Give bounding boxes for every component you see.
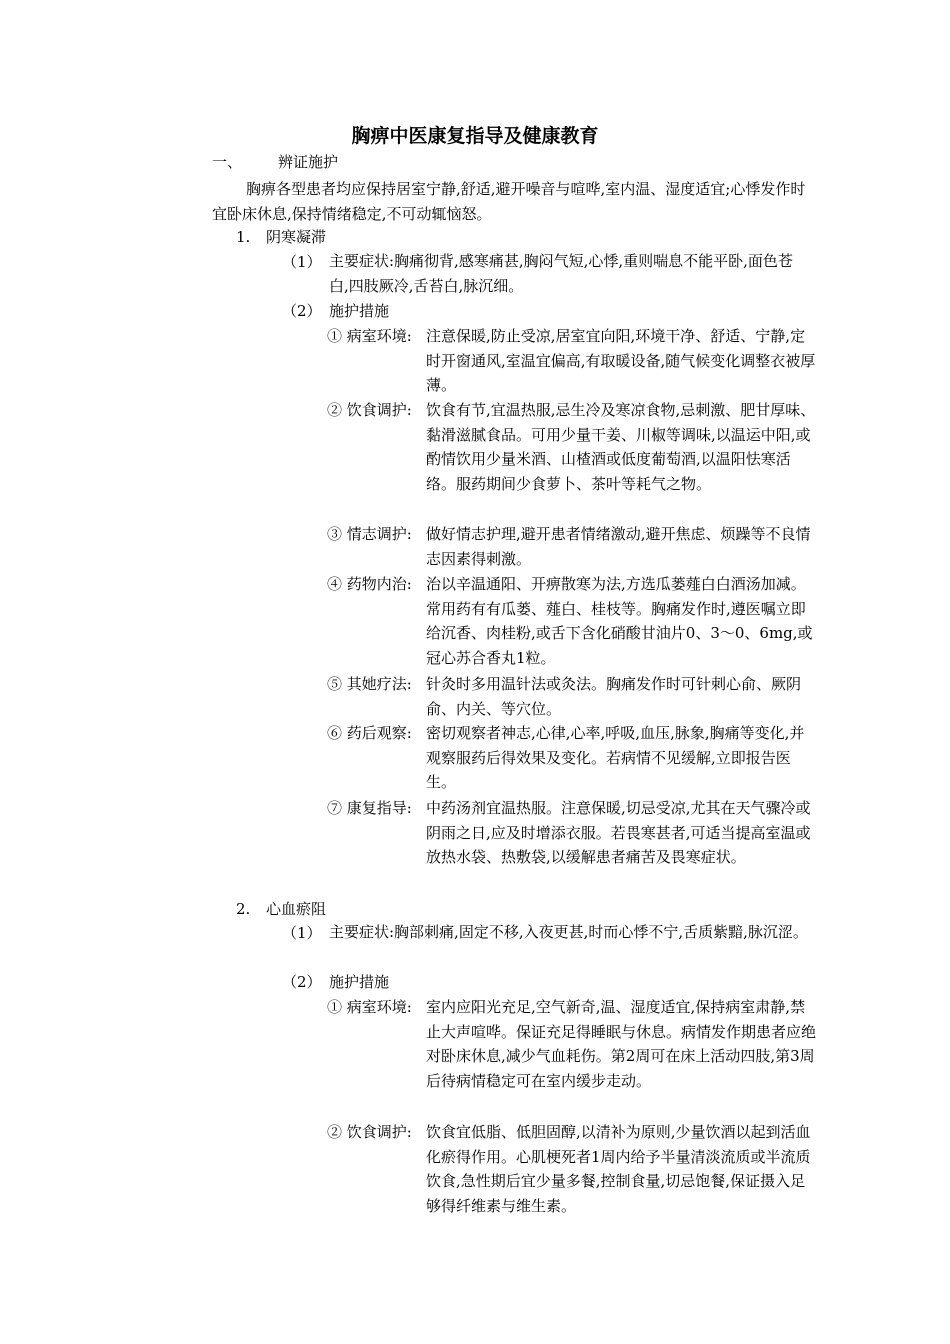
item-text: 针灸时多用温针法或灸法。胸痛发作时可针刺心俞、厥阴俞、内关、等穴位。	[426, 675, 802, 718]
section-title: 辨证施护	[278, 153, 339, 171]
item-label: ⑥ 药后观察:	[327, 724, 412, 742]
symptoms-number: （1）	[282, 924, 322, 942]
item-label: ③ 情志调护:	[327, 525, 412, 543]
document-title: 胸痹中医康复指导及健康教育	[351, 125, 599, 147]
item-text: 中药汤剂宜温热服。注意保暖,切忌受凉,尤其在天气骤冷或阴雨之日,应及时增添衣服。若畏寒甚者,可适当提高室温或放热水袋、热敷袋,以缓解患者痛苦及畏寒症状。	[426, 799, 811, 866]
type-title: 心血瘀阻	[266, 900, 327, 918]
section-intro: 胸痹各型患者均应保持居室宁静,舒适,避开噪音与喧哗,室内温、湿度适宜;心悸发作时宜卧床休息,保持情绪稳定,不可动辄恼怒。	[212, 180, 806, 223]
measures-number: （2）	[282, 973, 322, 991]
type-title: 阴寒凝滞	[266, 228, 327, 246]
item-text: 室内应阳光充足,空气新奇,温、湿度适宜,保持病室肃静,禁止大声喧哗。保证充足得睡眠与休息。病情发作期患者应绝对卧床休息,减少气血耗伤。第2周可在床上活动四肢,第3周后待病情稳定可在室内缓步走动。	[426, 998, 817, 1090]
measures-title: 施护措施	[329, 973, 390, 991]
symptoms-text: 主要症状:胸痛彻背,感寒痛甚,胸闷气短,心悸,重则喘息不能平卧,面色苍白,四肢厥冷,舌苔白,脉沉细。	[329, 252, 793, 295]
item-label: ① 病室环境:	[327, 327, 412, 345]
item-text: 注意保暖,防止受凉,居室宜向阳,环境干净、舒适、宁静,定时开窗通风,室温宜偏高,有取暖设备,随气候变化调整衣被厚薄。	[426, 327, 816, 394]
symptoms-text: 主要症状:胸部刺痛,固定不移,入夜更甚,时而心悸不宁,舌质紫黯,脉沉涩。	[329, 923, 808, 941]
type-number: 1.	[236, 228, 251, 246]
item-text: 密切观察者神志,心律,心率,呼吸,血压,脉象,胸痛等变化,并观察服药后得效果及变化。若病情不见缓解,立即报告医生。	[426, 724, 805, 791]
item-text: 饮食宜低脂、低胆固醇,以清补为原则,少量饮酒以起到活血化瘀得作用。心肌梗死者1周内给予半量清淡流质或半流质饮食,急性期后宜少量多餐,控制食量,切忌饱餐,保证摄入足够得纤维素与维生素。	[426, 1123, 811, 1215]
item-label: ② 饮食调护:	[327, 1123, 412, 1141]
item-text: 饮食有节,宜温热服,忌生冷及寒凉食物,忌刺激、肥甘厚味、黏滑滋腻食品。可用少量干姜、川椒等调味,以温运中阳,或酌情饮用少量米酒、山楂酒或低度葡萄酒,以温阳怯寒活络。服药期间少食萝卜、茶叶等耗气之物。	[426, 401, 816, 493]
item-label: ① 病室环境:	[327, 998, 412, 1016]
item-text: 做好情志护理,避开患者情绪激动,避开焦虑、烦躁等不良情志因素得刺激。	[426, 525, 811, 568]
measures-title: 施护措施	[329, 302, 390, 320]
item-label: ⑦ 康复指导:	[327, 799, 412, 817]
symptoms-number: （1）	[282, 253, 322, 271]
section-number: 一、	[212, 153, 243, 171]
item-label: ⑤ 其她疗法:	[327, 675, 412, 693]
item-label: ② 饮食调护:	[327, 401, 412, 419]
item-label: ④ 药物内治:	[327, 575, 412, 593]
measures-number: （2）	[282, 302, 322, 320]
item-text: 治以辛温通阳、开痹散寒为法,方选瓜蒌薤白白酒汤加减。常用药有有瓜蒌、薤白、桂枝等。胸痛发作时,遵医嘱立即给沉香、肉桂粉,或舌下含化硝酸甘油片0、3～0、6mg,或冠心苏合香丸1粒。	[426, 575, 813, 667]
type-number: 2.	[236, 900, 251, 918]
